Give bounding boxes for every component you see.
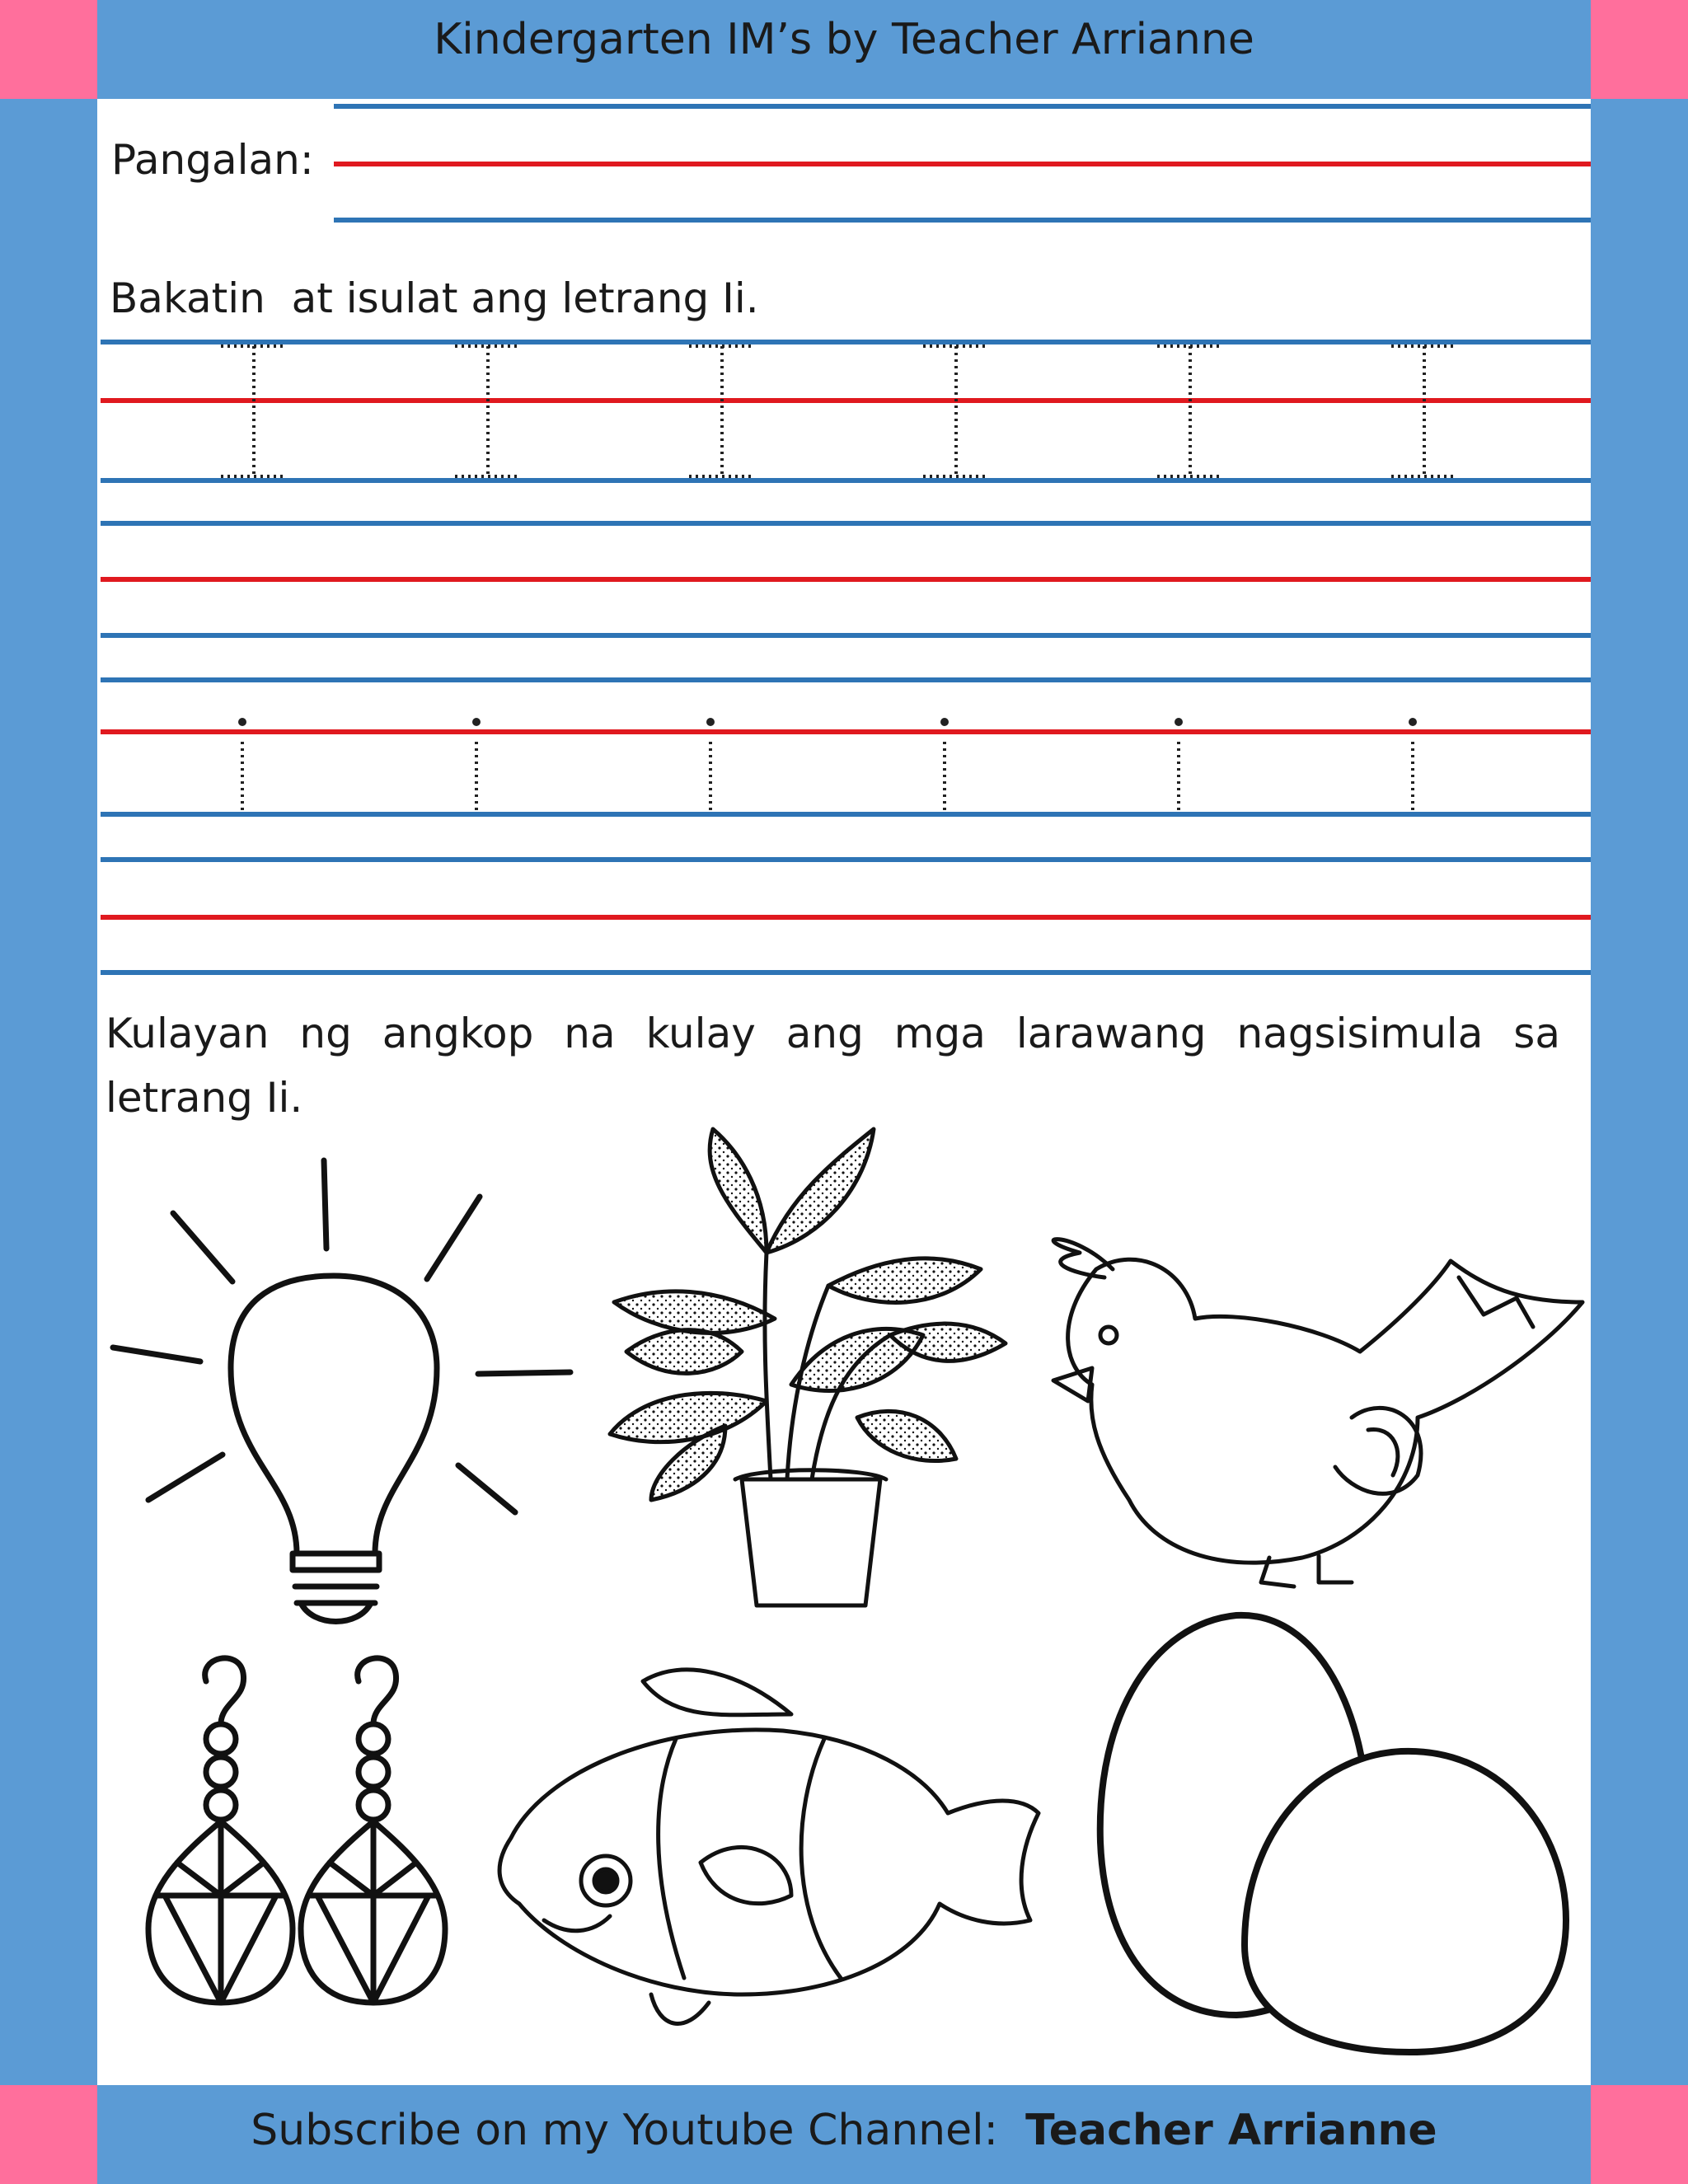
footer-prefix: Subscribe on my Youtube Channel: — [251, 2106, 999, 2155]
name-label: Pangalan: — [111, 136, 314, 184]
footer-subscribe — [0, 2106, 1688, 2155]
footer-channel-name: Teacher Arrianne — [1025, 2106, 1437, 2155]
lightbulb-icon — [113, 1160, 570, 1622]
eggs-icon — [1100, 1615, 1566, 2052]
trace-instruction: Bakatin at isulat ang letrang Ii. — [110, 274, 759, 322]
color-instruction: Kulayan ng angkop na kulay ang mga larawang nagsisimula sa letrang Ii. — [106, 1010, 1560, 1122]
fish-icon — [499, 1670, 1039, 2024]
page-header-title: Kindergarten IM’s by Teacher Arrianne — [434, 15, 1254, 64]
earrings-icon — [148, 1658, 445, 2003]
bird-icon — [1053, 1240, 1582, 1586]
plant-icon — [610, 1129, 1006, 1605]
